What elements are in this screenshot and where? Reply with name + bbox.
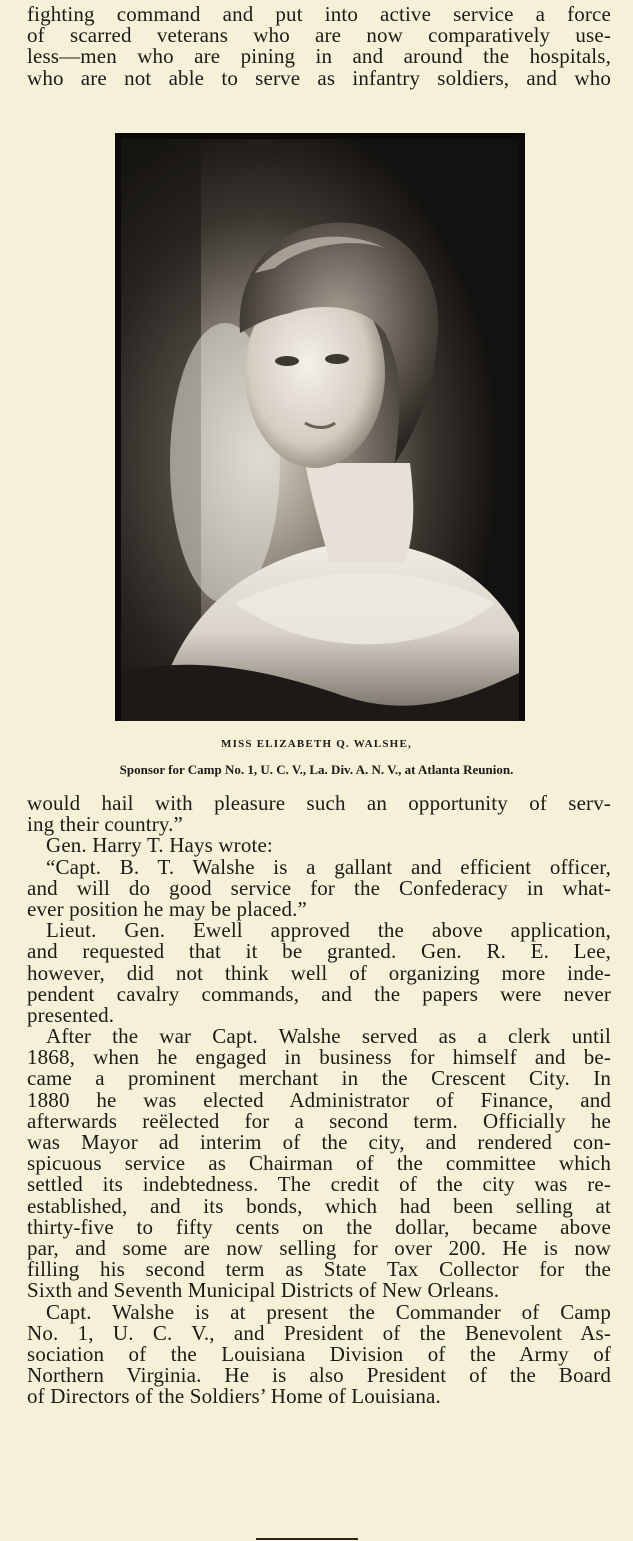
text-line: afterwards reëlected for a second term. Officially he: [27, 1108, 611, 1133]
text-line: “Capt. B. T. Walshe is a gallant and efficient officer,: [46, 854, 611, 879]
text-line: and requested that it be granted. Gen. R. E. Lee,: [27, 939, 611, 964]
text-line: of scarred veterans who are now comparatively use-: [27, 23, 611, 48]
text-line: pendent cavalry commands, and the papers were never: [27, 981, 611, 1006]
text-line: would hail with pleasure such an opportunity of serv-: [27, 791, 611, 815]
text-line: presented.: [27, 1002, 115, 1027]
text-line: fighting command and put into active service a force: [27, 2, 611, 26]
text-line: ever position he may be placed.”: [27, 896, 308, 921]
text-line: Capt. Walshe is at present the Commander of Camp: [46, 1299, 611, 1324]
top-paragraph: [27, 4, 611, 89]
text-line: however, did not think well of organizing more inde-: [27, 960, 611, 985]
end-rule: [256, 1538, 358, 1540]
text-line: and will do good service for the Confederacy in what-: [27, 875, 611, 900]
text-line: who are not able to serve as infantry soldiers, and who: [27, 65, 611, 90]
text-line: was Mayor ad interim of the city, and rendered con-: [27, 1130, 611, 1154]
text-line: Northern Virginia. He is also President of the Board: [27, 1363, 611, 1388]
text-line: sociation of the Louisiana Division of the Army of: [27, 1341, 611, 1366]
text-line: spicuous service as Chairman of the committee which: [27, 1151, 611, 1176]
text-line: established, and its bonds, which had been selling at: [27, 1193, 611, 1218]
body-paragraphs: [27, 793, 611, 1407]
text-line: ing their country.”: [27, 812, 184, 837]
caption-name: MISS ELIZABETH Q. WALSHE,: [221, 738, 412, 750]
text-line: par, and some are now selling for over 200. He is now: [27, 1235, 611, 1260]
text-line: Lieut. Gen. Ewell approved the above application,: [46, 918, 611, 943]
text-line: Sixth and Seventh Municipal Districts of New Orleans.: [27, 1278, 500, 1303]
text-line: thirty-five to fifty cents on the dollar, became above: [27, 1214, 611, 1239]
text-line: After the war Capt. Walshe served as a clerk until: [46, 1024, 611, 1049]
text-line: No. 1, U. C. V., and President of the Benevolent As-: [27, 1320, 611, 1345]
text-line: of Directors of the Soldiers’ Home of Louisiana.: [27, 1384, 441, 1409]
text-line: Gen. Harry T. Hays wrote:: [46, 833, 273, 858]
text-line: 1880 he was elected Administrator of Finance, and: [27, 1087, 611, 1112]
text-line: less—men who are pining in and around the hospitals,: [27, 44, 611, 69]
caption-description: Sponsor for Camp No. 1, U. C. V., La. Div. A. N. V., at Atlanta Reunion.: [119, 762, 514, 777]
text-line: filling his second term as State Tax Collector for the: [27, 1257, 611, 1282]
text-line: 1868, when he engaged in business for himself and be-: [27, 1045, 611, 1070]
text-line: settled its indebtedness. The credit of the city was re-: [27, 1172, 611, 1197]
portrait-photo: [115, 133, 525, 721]
text-line: came a prominent merchant in the Crescent City. In: [27, 1066, 611, 1091]
